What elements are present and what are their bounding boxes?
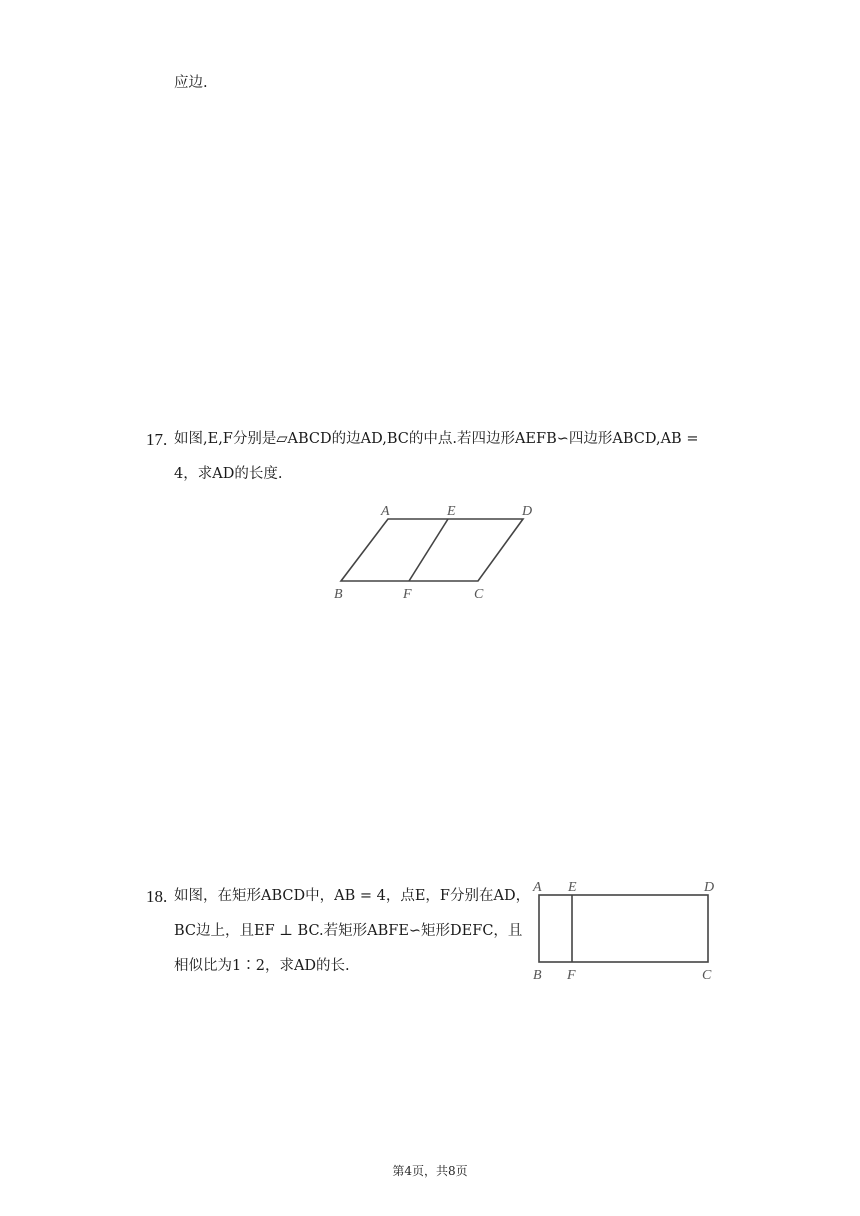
q18-rectangle-figure [528,875,728,985]
q18-label-a: A [533,880,542,895]
page-footer: 第4页，共8页 [392,1164,468,1178]
q18-label-e: E [568,880,577,895]
q18-text-line3: 相似比为1∶2，求AD的长. [174,958,350,974]
q17-label-b: B [334,587,343,602]
q18-label-b: B [533,968,542,983]
q17-parallelogram-figure [320,495,550,610]
q18-label-f: F [567,968,576,983]
q17-number: 17. [146,430,168,449]
q18-label-d: D [704,880,715,895]
q18-text-line1: 如图，在矩形ABCD中，AB = 4，点E，F分别在AD， [174,888,531,904]
q17-segment-ef [409,519,448,581]
q18-label-c: C [702,968,712,983]
prev-question-fragment: 应边. [174,75,208,91]
q17-label-e: E [447,504,456,519]
q17-text-line2: 4，求AD的长度. [174,466,283,482]
q18-text-line2: BC边上，且EF ⊥ BC.若矩形ABFE∽矩形DEFC，且 [174,923,523,939]
q17-label-c: C [474,587,484,602]
q17-text-line1: 如图,E,F分别是▱ABCD的边AD,BC的中点.若四边形AEFB∽四边形ABCD,AB = [174,431,699,447]
q18-rectangle [539,895,708,962]
q18-number: 18. [146,887,168,906]
q17-parallelogram [341,519,523,581]
q17-label-d: D [522,504,533,519]
q17-label-a: A [381,504,390,519]
q17-label-f: F [403,587,412,602]
